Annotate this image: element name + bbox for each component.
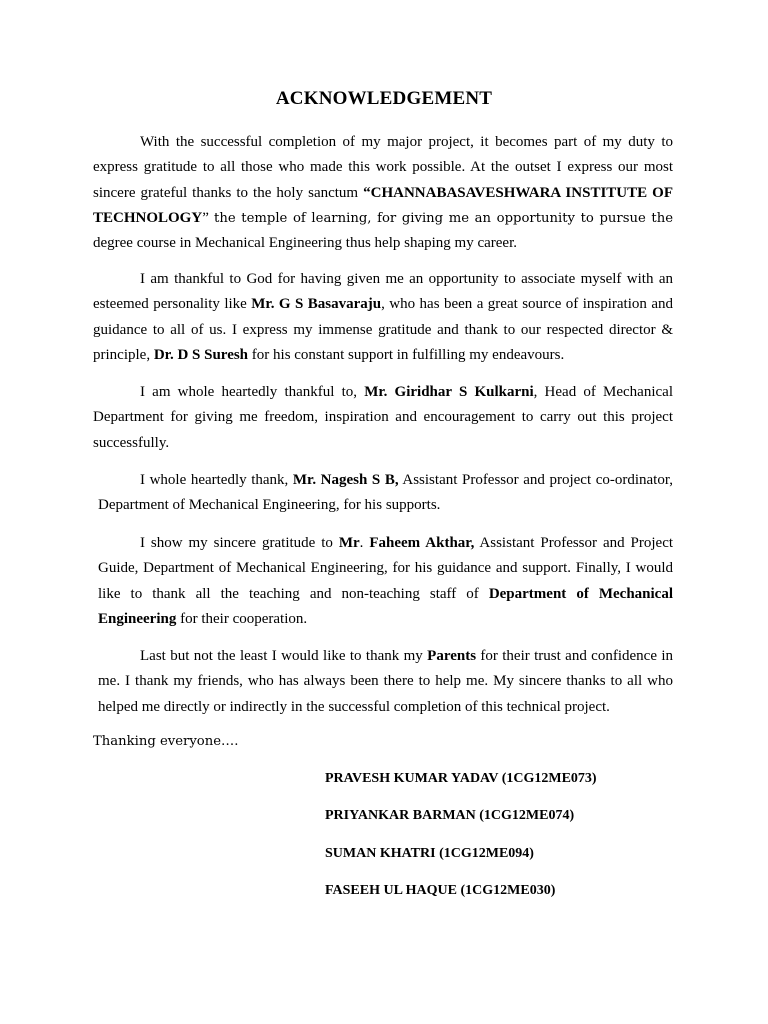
paragraph-text: for their cooperation. — [176, 610, 308, 627]
paragraph-project-guide — [98, 531, 673, 632]
person-name: Mr. Giridhar S Kulkarni — [364, 384, 534, 400]
paragraph-text: With the successful completion of my major project, it becomes part of my duty to express gratitude to all those who made this work possible. At the outset I express our most sincere grateful thanks to the holy sanctum — [93, 134, 673, 201]
paragraph-text: degree course in Mechanical Engineering thus help shaping my career. — [93, 235, 518, 252]
paragraph-text: , Head of Mechanical Department for giving me freedom, inspiration and encouragement to carry out this project successfully. — [93, 384, 673, 451]
signer-name: PRAVESH KUMAR YADAV (1CG12ME073) — [325, 771, 597, 786]
signer-name: FASEEH UL HAQUE (1CG12ME030) — [325, 883, 556, 898]
paragraph-intro — [93, 130, 673, 256]
paragraph-text: I am whole heartedly thankful to, — [140, 384, 365, 400]
institute-name: “CHANNABASAVESHWARA INSTITUTE OF TECHNOLOGY — [93, 184, 673, 226]
signer-name: SUMAN KHATRI (1CG12ME094) — [325, 846, 534, 861]
paragraph-text: for their trust and confidence in me. I thank my friends, who has always been there to help me. My sincere thanks to all who helped me directly or indirectly in the successful completion of this technical project. — [98, 648, 674, 715]
paragraph-text: . — [359, 535, 370, 551]
signer-name: PRIYANKAR BARMAN (1CG12ME074) — [325, 808, 575, 823]
person-name: Dr. D S Suresh — [153, 346, 249, 363]
paragraph-text: the temple of learning, for giving me an opportunity to pursue the — [214, 210, 673, 226]
paragraph-text: Assistant Professor and project co-ordinator, Department of Mechanical Engineering, for his supports. — [98, 472, 673, 514]
paragraph-guide — [93, 267, 673, 368]
paragraph-hod — [93, 380, 673, 456]
paragraph-text: , who has been a great source of inspiration and guidance to all of us. I express my immense gratitude and thank to our respected director & principle, — [93, 296, 673, 363]
paragraph-text: I whole heartedly thank, — [140, 472, 293, 488]
paragraph-text: for his constant support in fulfilling my endeavours. — [248, 346, 565, 363]
person-name: Mr. Nagesh S B, — [292, 472, 399, 488]
department-name: Department of Mechanical Engineering — [98, 585, 674, 627]
person-name: Mr. G S Basavaraju — [251, 296, 382, 313]
person-name: Faheem Akthar, — [369, 535, 475, 551]
paragraph-text: I am thankful to God for having given me an opportunity to associate myself with an esteemed personality like — [93, 271, 673, 313]
paragraph-parents — [98, 644, 673, 720]
person-name: Mr — [338, 535, 360, 551]
paragraph-text: Last but not the least I would like to thank my — [140, 648, 428, 664]
paragraph-text: I show my sincere gratitude to — [140, 535, 339, 551]
parents-word: Parents — [427, 648, 477, 664]
closing-line: Thanking everyone…. — [93, 734, 239, 749]
paragraph-text: Assistant Professor and Project Guide, Department of Mechanical Engineering, for his guidance and support. Finally, I would like to thank all the teaching and non-teaching staff of — [98, 535, 674, 602]
page-title: ACKNOWLEDGEMENT — [275, 88, 493, 109]
paragraph-text: ” — [202, 209, 215, 226]
paragraph-coordinator — [98, 468, 673, 519]
